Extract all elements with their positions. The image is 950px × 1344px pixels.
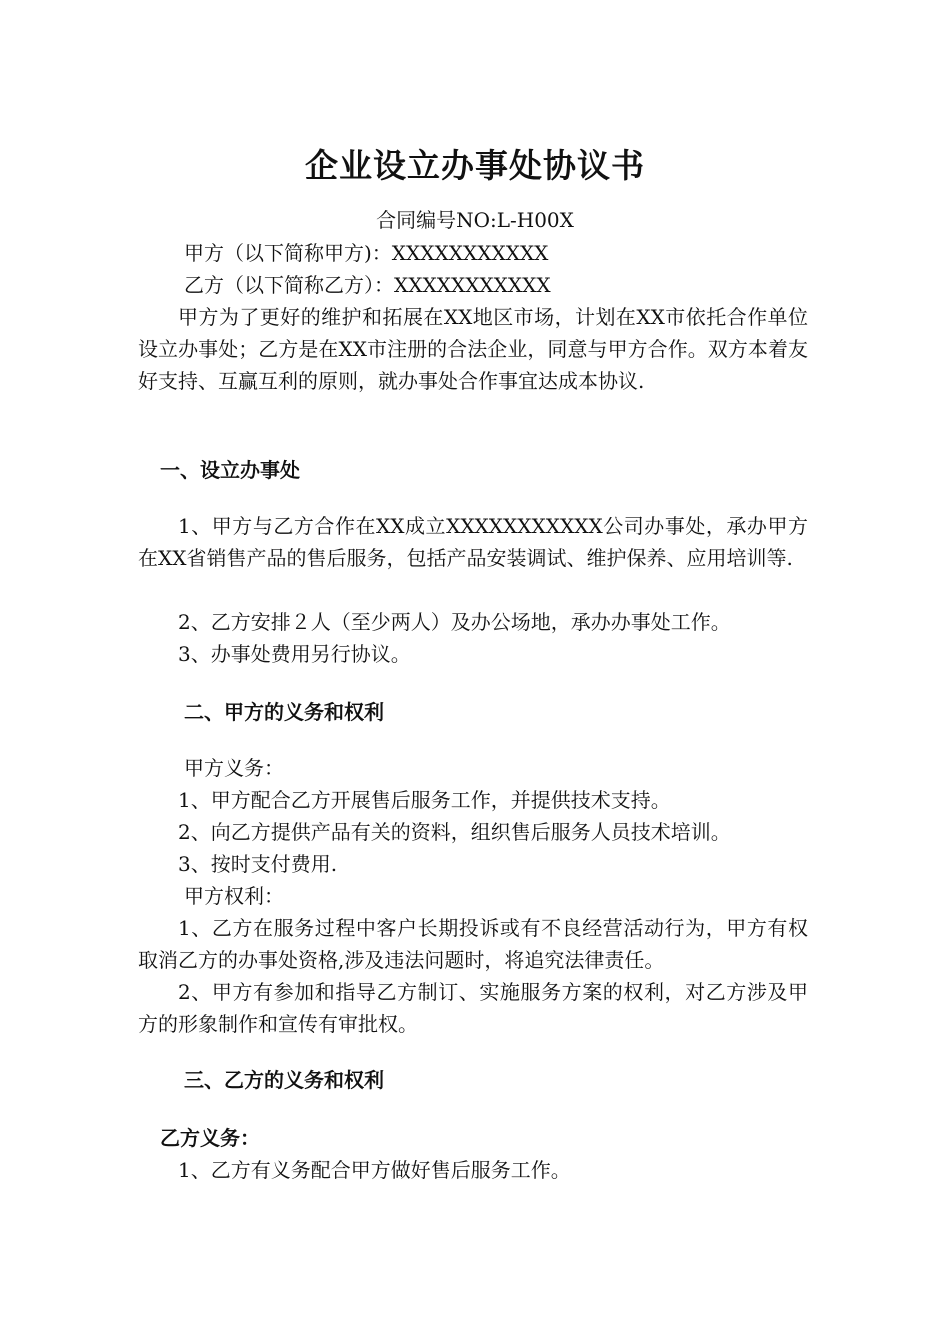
section1-item-3: 3、办事处费用另行协议。	[178, 642, 411, 666]
party-a-right-2: 2、甲方有参加和指导乙方制订、实施服务方案的权利，对乙方涉及甲方的形象制作和宣传有审批权。	[138, 980, 808, 1036]
party-a-duties-label: 甲方义务：	[184, 756, 284, 780]
party-a-duty-2: 2、向乙方提供产品有关的资料，组织售后服务人员技术培训。	[178, 820, 731, 844]
party-a-line: 甲方（以下简称甲方)：XXXXXXXXXXX	[184, 241, 549, 265]
party-a-duty-1: 1、甲方配合乙方开展售后服务工作，并提供技术支持。	[178, 788, 671, 812]
section1-item-1: 1、甲方与乙方合作在XX成立XXXXXXXXXXX公司办事处，承办甲方在XX省销售产品的售后服务，包括产品安装调试、维护保养、应用培训等.	[138, 514, 808, 570]
section2-heading: 二、甲方的义务和权利	[184, 700, 384, 724]
party-a-right-1: 1、乙方在服务过程中客户长期投诉或有不良经营活动行为，甲方有权取消乙方的办事处资格,涉及违法问题时，将追究法律责任。	[138, 916, 808, 972]
party-b-line: 乙方（以下简称乙方）：XXXXXXXXXXX	[184, 273, 551, 297]
intro-paragraph: 甲方为了更好的维护和拓展在XX地区市场，计划在XX市依托合作单位设立办事处；乙方是在XX市注册的合法企业，同意与甲方合作。双方本着友好支持、互赢互利的原则，就办事处合作事宜达成本协议.	[138, 305, 808, 393]
party-b-duty-1: 1、乙方有义务配合甲方做好售后服务工作。	[178, 1158, 571, 1182]
party-a-duty-3: 3、按时支付费用.	[178, 852, 338, 876]
contract-number: 合同编号NO:L-H00X	[376, 208, 574, 232]
section3-heading: 三、乙方的义务和权利	[184, 1068, 384, 1092]
party-a-rights-label: 甲方权利：	[184, 884, 284, 908]
section1-heading: 一、设立办事处	[160, 458, 300, 482]
section1-item-2: 2、乙方安排２人（至少两人）及办公场地，承办办事处工作。	[178, 610, 731, 634]
party-b-duties-label: 乙方义务：	[160, 1126, 260, 1150]
document-title: 企业设立办事处协议书	[305, 146, 645, 185]
